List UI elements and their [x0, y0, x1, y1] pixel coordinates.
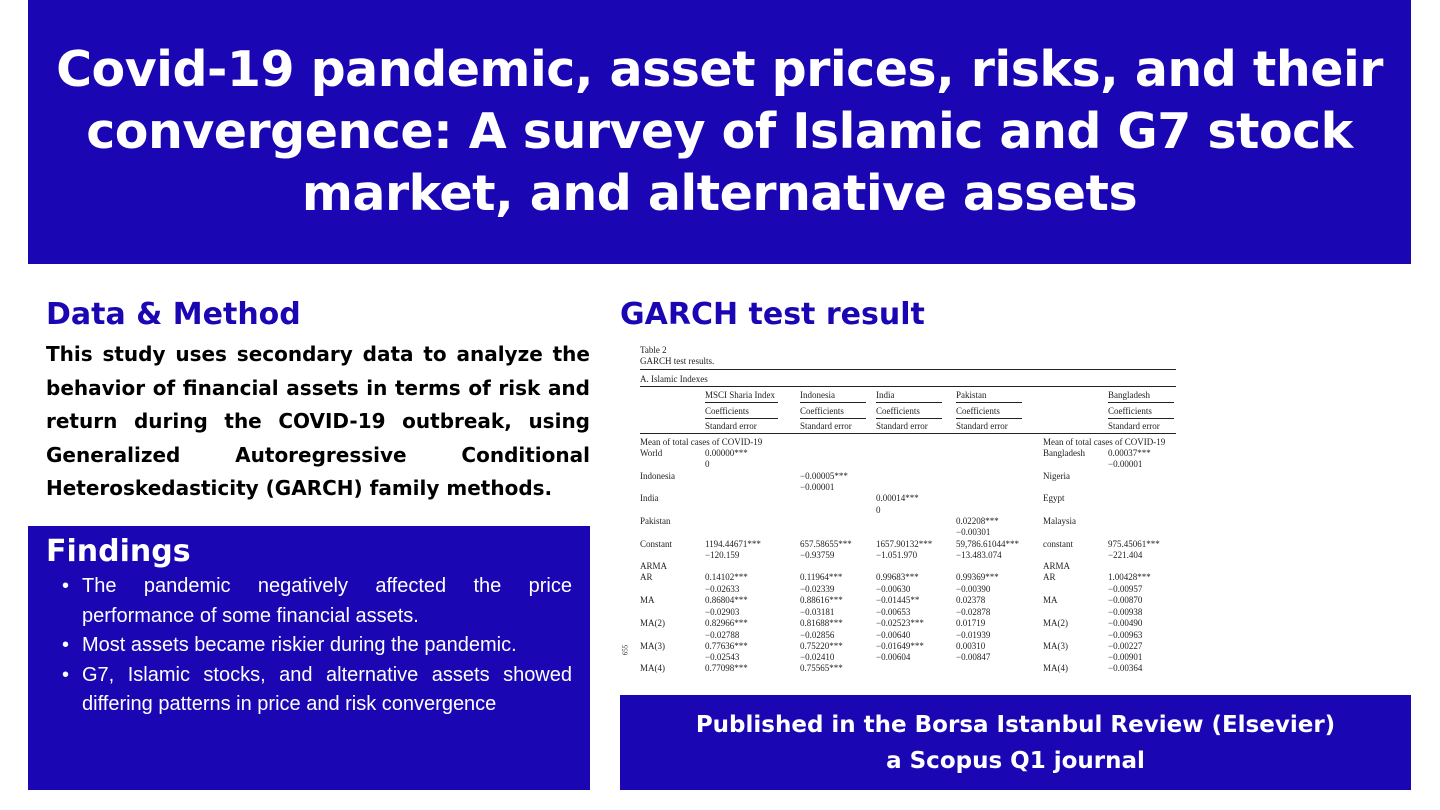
table-cell: −0.00653 [876, 607, 911, 617]
table-cell: −0.00963 [1108, 630, 1143, 640]
table-cell: −0.00640 [876, 630, 911, 640]
table-cell: 0.75565*** [800, 663, 843, 673]
table-cell: −120.159 [705, 550, 740, 560]
table-cell: −0.02878 [956, 607, 991, 617]
col-header: Indonesia [800, 390, 835, 400]
mean-label: Mean of total cases of COVID-19 [640, 437, 763, 447]
table-cell: 0.88616*** [800, 595, 843, 605]
table-cell: −0.02788 [705, 630, 740, 640]
row-label: MA(3) [1043, 641, 1068, 651]
table-cell: −0.02856 [800, 630, 835, 640]
table-cell: −0.02543 [705, 652, 740, 662]
table-rule [640, 386, 1176, 387]
mean-label: Mean of total cases of COVID-19 [1043, 437, 1166, 447]
table-rule [640, 433, 1176, 434]
row-label: MA [640, 595, 655, 605]
title-banner [28, 0, 1411, 264]
table-cell: −0.00630 [876, 584, 911, 594]
table-cell: −0.02633 [705, 584, 740, 594]
row-label: Pakistan [640, 516, 671, 526]
row-label: MA [1043, 595, 1058, 605]
col-header: MSCI Sharia Index [705, 390, 775, 400]
table-cell: −0.02410 [800, 652, 835, 662]
table-cell: 0.11964*** [800, 572, 843, 582]
publication-line-2: a Scopus Q1 journal [886, 747, 1145, 774]
table-cell: 0.86804*** [705, 595, 748, 605]
table-cell: 0.77636*** [705, 641, 748, 651]
table-cell: −0.93759 [800, 550, 835, 560]
bullet-icon: • [62, 575, 70, 597]
table-cell: −0.00870 [1108, 595, 1143, 605]
page-side-mark: 655 [621, 644, 630, 656]
table-cell: 0.00310 [956, 641, 986, 651]
table-cell: 657.58655*** [800, 539, 852, 549]
row-label: ARMA [1043, 561, 1071, 571]
table-cell: 0.82966*** [705, 618, 748, 628]
table-cell: 0.00014*** [876, 493, 919, 503]
data-method-heading: Data & Method [46, 297, 301, 332]
table-rule [640, 369, 1176, 370]
row-label: Egypt [1043, 493, 1065, 503]
row-label: MA(4) [1043, 663, 1068, 673]
table-cell: 0.99369*** [956, 572, 999, 582]
row-label: Indonesia [640, 471, 675, 481]
table-cell: −0.01649*** [876, 641, 924, 651]
bullet-icon: • [62, 634, 70, 656]
table-cell: −221.404 [1108, 550, 1143, 560]
row-label: MA(2) [1043, 618, 1068, 628]
table-cell: 0.01719 [956, 618, 986, 628]
row-label: World [640, 448, 663, 458]
row-label: Bangladesh [1043, 448, 1085, 458]
table-cell: −13.483.074 [956, 550, 1002, 560]
finding-item: • G7, Islamic stocks, and alternative assets showed differing patterns in price and risk convergence [82, 661, 572, 720]
table-cell: 0.00000*** [705, 448, 748, 458]
row-label: MA(2) [640, 618, 665, 628]
table-caption: Table 2 GARCH test results. [640, 345, 715, 366]
table-cell: 0.81688*** [800, 618, 843, 628]
section-label: A. Islamic Indexes [640, 374, 708, 384]
findings-list [62, 572, 572, 720]
row-label: constant [1043, 539, 1073, 549]
table-cell: −0.00938 [1108, 607, 1143, 617]
table-cell: 0.02208*** [956, 516, 999, 526]
table-cell: −0.00957 [1108, 584, 1143, 594]
table-cell: 0.99683*** [876, 572, 919, 582]
table-cell: 0.00037*** [1108, 448, 1151, 458]
row-label: MA(3) [640, 641, 665, 651]
table-cell: 975.45061*** [1108, 539, 1160, 549]
table-cell: −0.00364 [1108, 663, 1143, 673]
table-cell: −0.00001 [800, 482, 835, 492]
table-cell: −0.02523*** [876, 618, 924, 628]
table-cell: −0.01445** [876, 595, 920, 605]
col-header: Bangladesh [1108, 390, 1150, 400]
poster-title: Covid-19 pandemic, asset prices, risks, and their convergence: A survey of Islamic and G7 stock market, and alternative assets [56, 41, 1383, 222]
publication-line-1: Published in the Borsa Istanbul Review (Elsevier) [695, 711, 1336, 738]
table-cell: −0.00001 [1108, 459, 1143, 469]
table-cell: −0.00005*** [800, 471, 848, 481]
table-cell: −0.00901 [1108, 652, 1143, 662]
table-cell: −0.00301 [956, 527, 991, 537]
table-cell: −0.00847 [956, 652, 991, 662]
table-cell: −0.02903 [705, 607, 740, 617]
table-cell: −0.00604 [876, 652, 911, 662]
row-label: Constant [640, 539, 673, 549]
table-cell: 0.75220*** [800, 641, 843, 651]
col-header: Pakistan [956, 390, 987, 400]
row-label: India [640, 493, 659, 503]
garch-heading: GARCH test result [620, 297, 925, 332]
garch-results-table: Table 2 GARCH test results. A. Islamic Indexes MSCI Sharia Index Indonesia India Pakistan Bangladesh Coefficients Coefficients Coefficients Coefficients Coefficients Standard error Standard error Standard error Standard error Standard error Mean of total cases of COVID-19 Mean of total cases of COVID-19 World Indonesia India Pakistan Constant ARMA AR MA MA(2) MA(3) MA(4) Bangladesh Nigeria Egypt Malaysia constant ARMA AR MA MA(2) MA(3) MA(4) 0.00000*** 0 1194.44671*** −120.159 0.14102*** −0.02633 0.86804*** −0.02903 0.82966*** −0.02788 0.77636*** −0.02543 0.77098*** −0.00005*** −0.00001 657.58655*** −0.93759 0.11964*** −0.02339 0.88616*** −0.03181 0.81688*** −0.02856 0.75220*** −0.02410 0.75565*** 0.00014*** 0 1657.90132*** −1.051.970 0.99683*** −0.00630 −0.01445** −0.00653 −0.02523*** −0.00640 −0.01649*** −0.00604 0.02208*** −0.00301 59,786.61044*** −13.483.074 0.99369*** −0.00390 0.02378 −0.02878 0.01719 −0.01939 0.00310 −0.00847 0.00037*** −0.00001 975.45061*** −221.404 1.00428*** −0.00957 −0.00870 −0.00938 −0.00490 −0.00963 −0.00227 −0.00901 −0.00364 655 [620, 334, 1190, 684]
table-cell: −0.01939 [956, 630, 991, 640]
publication-banner [620, 695, 1411, 790]
row-label: Malaysia [1043, 516, 1076, 526]
finding-item: • Most assets became riskier during the pandemic. [82, 631, 572, 661]
table-cell: −0.00390 [956, 584, 991, 594]
table-cell: 0.14102*** [705, 572, 748, 582]
finding-item: • The pandemic negatively affected the price performance of some financial assets. [82, 572, 572, 631]
table-cell: −0.02339 [800, 584, 835, 594]
table-cell: 0 [705, 459, 710, 469]
table-cell: 0 [876, 505, 881, 515]
table-cell: −0.03181 [800, 607, 835, 617]
table-cell: −1.051.970 [876, 550, 918, 560]
row-label: Nigeria [1043, 471, 1070, 481]
data-method-body: This study uses secondary data to analyze the behavior of financial assets in terms of risk and return during the COVID-19 outbreak, using Generalized Autoregressive Conditional Heteroskedasticity (GARCH) family methods. [46, 342, 590, 500]
table-cell: 0.02378 [956, 595, 986, 605]
row-label: AR [640, 572, 653, 582]
table-cell: 1.00428*** [1108, 572, 1151, 582]
table-cell: 59,786.61044*** [956, 539, 1019, 549]
col-header: India [876, 390, 895, 400]
row-label: AR [1043, 572, 1056, 582]
findings-heading: Findings [46, 534, 191, 569]
table-cell: 1194.44671*** [705, 539, 761, 549]
table-cell: 0.77098*** [705, 663, 748, 673]
table-cell: −0.00490 [1108, 618, 1143, 628]
row-label: MA(4) [640, 663, 665, 673]
row-label: ARMA [640, 561, 668, 571]
findings-panel [28, 526, 590, 790]
bullet-icon: • [62, 663, 70, 686]
table-cell: −0.00227 [1108, 641, 1143, 651]
table-cell: 1657.90132*** [876, 539, 933, 549]
